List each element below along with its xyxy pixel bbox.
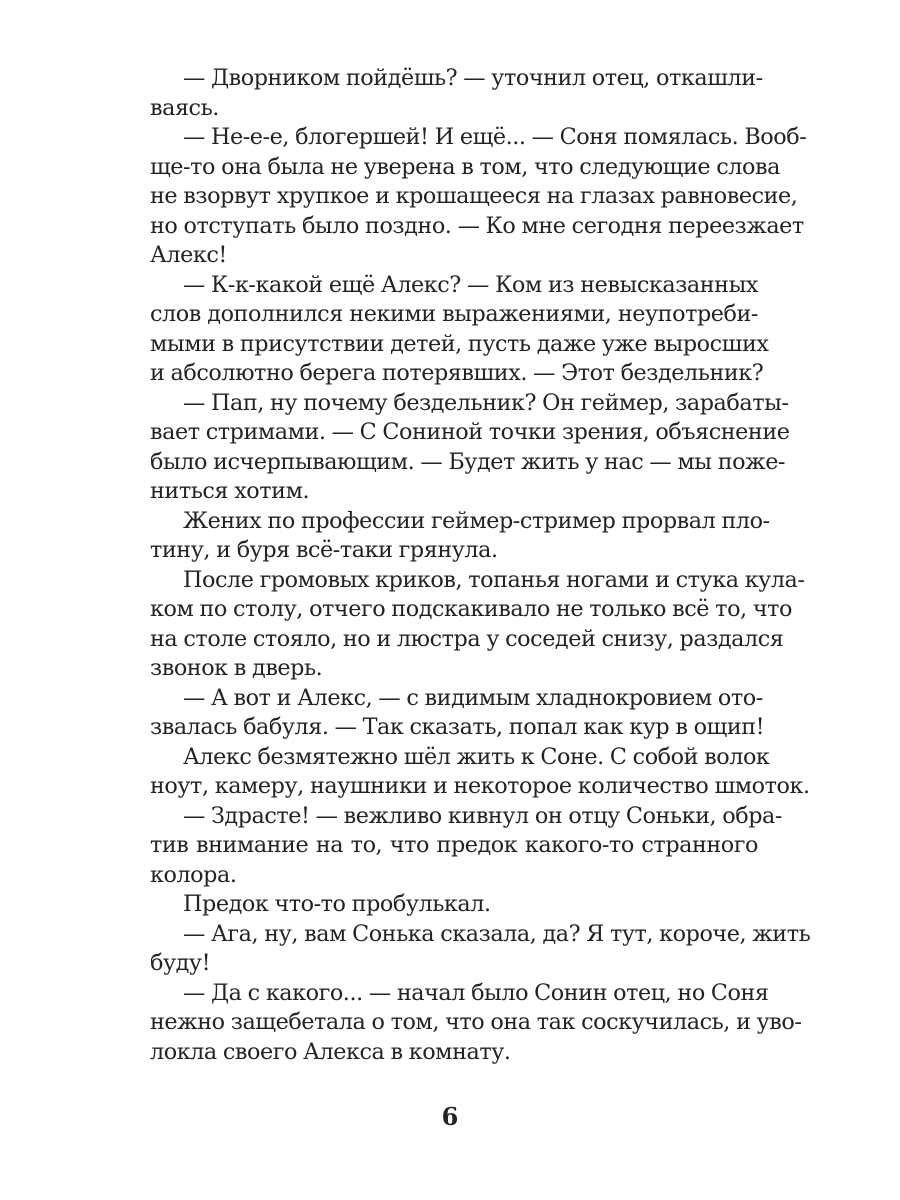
text-line: нежно защебетала о том, что она так соскучилась, и уво- [150, 1009, 802, 1035]
text-line: ком по столу, отчего подскакивало не только всё то, что [150, 596, 792, 622]
text-line: колора. [150, 861, 237, 888]
text-line: — Ага, ну, вам Сонька сказала, да? Я тут, короче, жить [183, 920, 811, 947]
text-line: мыми в присутствии детей, пусть даже уже выросших [150, 330, 769, 357]
text-line: звалась бабуля. — Так сказать, попал как кур в ощип! [150, 714, 765, 740]
text-line: было исчерпывающим. — Будет жить у нас — мы поже- [150, 448, 786, 475]
text-line: После громовых криков, топанья ногами и стука кула- [183, 566, 805, 593]
text-line: Алекс! [150, 242, 227, 268]
text-line: не взорвут хрупкое и крошащееся на глазах равновесие, [150, 183, 798, 209]
text-line: на столе стояло, но и люстра у соседей снизу, раздался [150, 625, 784, 652]
text-line: — Не-е-е, блогершей! И ещё... — Соня помялась. Вооб- [183, 124, 807, 150]
text-line: — Пап, ну почему бездельник? Он геймер, зарабаты- [183, 389, 789, 416]
text-line: ще-то она была не уверена в том, что следующие слова [150, 153, 780, 180]
text-line: Предок что-то пробулькал. [183, 891, 491, 917]
text-line: тив внимание на то, что предок какого-то странного [150, 832, 758, 858]
text-line: — А вот и Алекс, — с видимым хладнокровием ото- [183, 684, 763, 711]
text-line: ноут, камеру, наушники и некоторое количество шмоток. [150, 773, 810, 799]
text-line: тину, и буря всё-таки грянула. [150, 537, 498, 563]
text-line: Алекс безмятежно шёл жить к Соне. С собой волок [183, 743, 770, 770]
text-line: ваясь. [150, 94, 219, 121]
text-line: и абсолютно берега потерявших. — Этот бездельник? [150, 360, 764, 386]
body-text [150, 64, 811, 1067]
text-line: — Да с какого... — начал было Сонин отец, но Соня [183, 979, 769, 1006]
text-line: локла своего Алекса в комнату. [150, 1038, 511, 1065]
text-line: Жених по профессии геймер-стример прорвал пло- [183, 507, 770, 534]
text-line: слов дополнился некими выражениями, неупотреби- [150, 301, 758, 327]
text-line: звонок в дверь. [150, 655, 323, 681]
text-line: — Здрасте! — вежливо кивнул он отцу Соньки, обра- [183, 802, 782, 829]
text-line: — Дворником пойдёшь? — уточнил отец, откашли- [183, 65, 763, 91]
text-line: ниться хотим. [150, 478, 310, 504]
text-line: вает стримами. — С Сониной точки зрения, объяснение [150, 419, 790, 445]
text-line: но отступать было поздно. — Ко мне сегодня переезжает [150, 212, 804, 239]
page-number: 6 [441, 1102, 459, 1131]
text-line: — К-к-какой ещё Алекс? — Ком из невысказанных [183, 271, 758, 298]
text-line: буду! [150, 950, 211, 976]
